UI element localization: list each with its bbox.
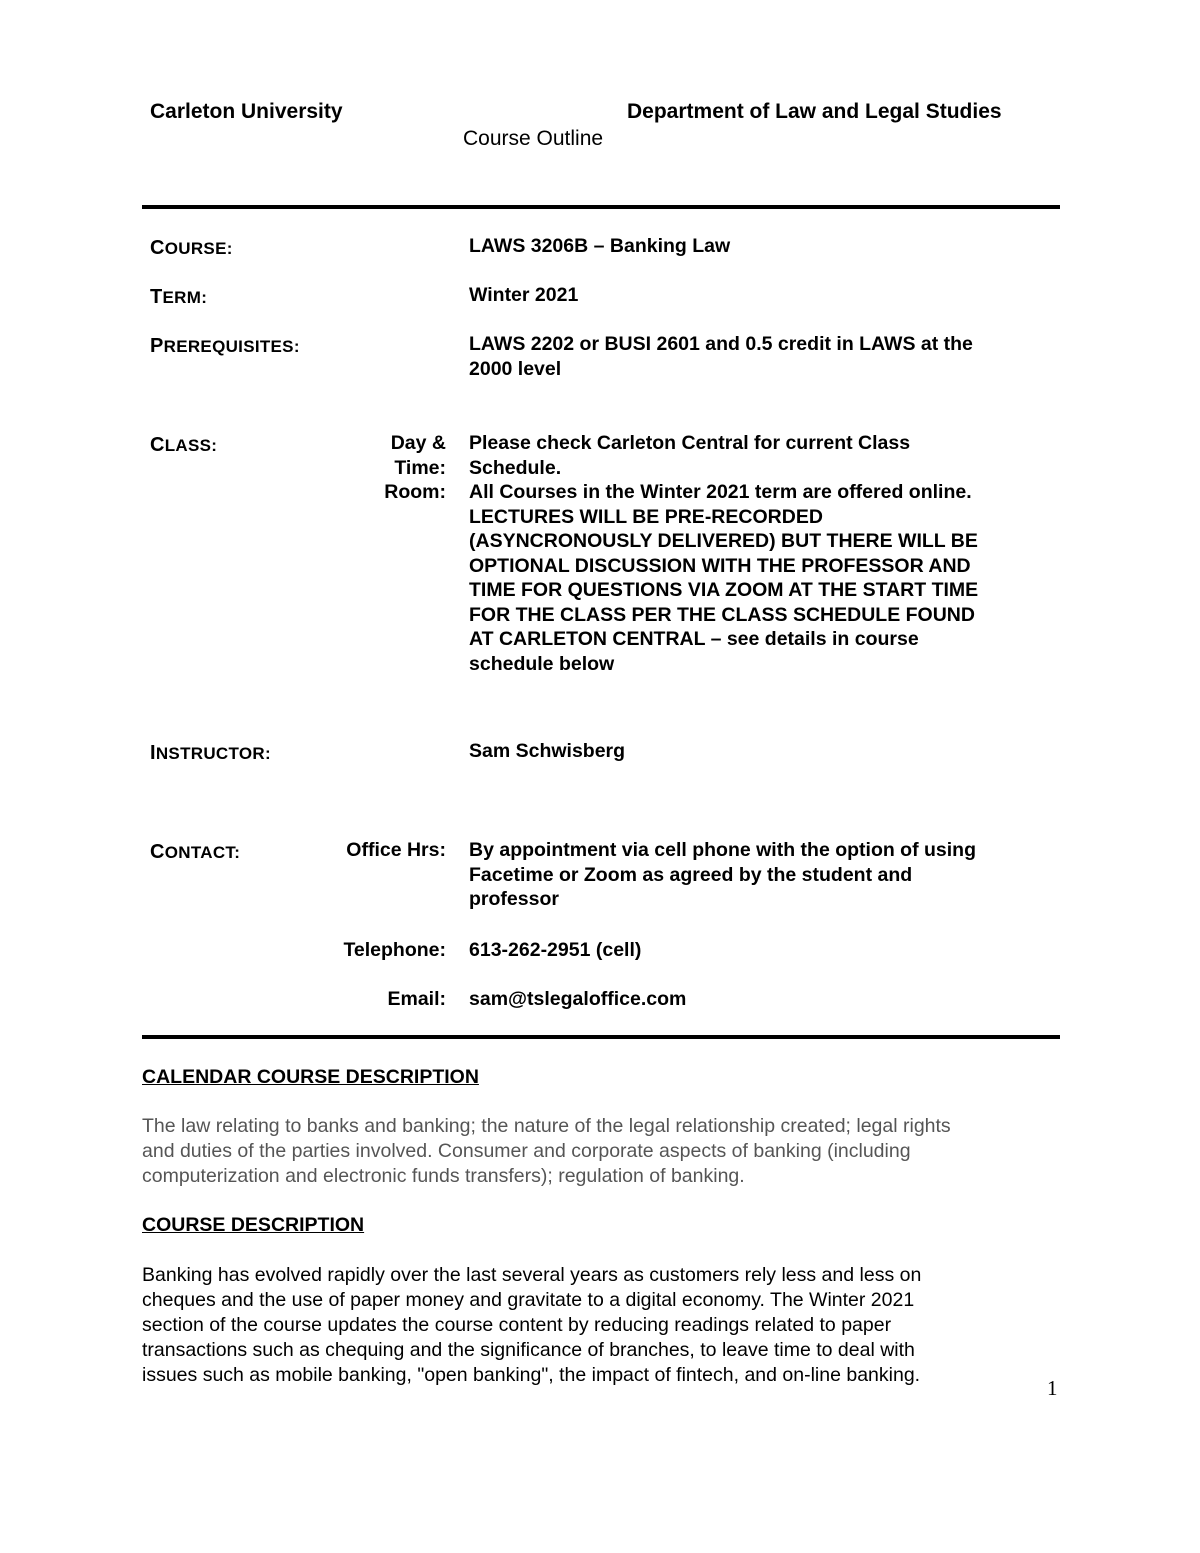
- telephone-label: Telephone:: [343, 939, 446, 961]
- calendar-description-text: The law relating to banks and banking; the nature of the legal relationship created; legal rights and duties of the parties involved. Consumer and corporate aspects of banking (including computerization and electronic funds transfers); regulation of banking.: [142, 1115, 951, 1187]
- course-description-text: Banking has evolved rapidly over the last several years as customers rely less and less on cheques and the use of paper money and gravitate to a digital economy. The Winter 2021 section of the course updates the course content by reducing readings related to paper transactions such as chequing and the significance of branches, to leave time to deal with issues such as mobile banking, "open banking", the impact of fintech, and on-line banking.: [142, 1264, 922, 1386]
- document-title: Course Outline: [463, 127, 604, 150]
- class-value: [469, 431, 978, 676]
- term-value: Winter 2021: [469, 284, 579, 306]
- email-label: Email:: [387, 988, 446, 1010]
- class-line: Please check Carleton Central for current Class: [469, 432, 911, 454]
- office-hours-value: By appointment via cell phone with the option of using Facetime or Zoom as agreed by the student and professor: [469, 839, 976, 910]
- bottom-rule: [142, 1035, 1060, 1039]
- class-line: schedule below: [469, 652, 615, 675]
- prerequisites-label: PREREQUISITES:: [150, 335, 300, 357]
- university-name: Carleton University: [150, 100, 343, 123]
- office-hours-label: Office Hrs:: [346, 839, 446, 861]
- term-label: TERM:: [150, 286, 208, 308]
- class-line: TIME FOR QUESTIONS VIA ZOOM AT THE START TIME: [469, 579, 979, 601]
- page-number: 1: [1047, 1376, 1058, 1400]
- class-label: CLASS:: [150, 434, 218, 456]
- instructor-value: Sam Schwisberg: [469, 740, 626, 762]
- instructor-label: INSTRUCTOR:: [150, 742, 271, 764]
- prerequisites-value: LAWS 2202 or BUSI 2601 and 0.5 credit in LAWS at the 2000 level: [469, 333, 973, 380]
- class-sublabels: Day & Time: Room:: [384, 432, 446, 503]
- course-description-title: COURSE DESCRIPTION: [142, 1214, 365, 1236]
- class-line: LECTURES WILL BE PRE-RECORDED: [469, 505, 823, 528]
- course-label: COURSE:: [150, 237, 233, 259]
- department-name: Department of Law and Legal Studies: [627, 100, 1002, 123]
- top-rule: [142, 205, 1060, 209]
- class-line: (ASYNCRONOUSLY DELIVERED) BUT THERE WILL BE: [469, 530, 978, 552]
- telephone-value: 613-262-2951 (cell): [469, 939, 642, 961]
- course-value: LAWS 3206B – Banking Law: [469, 235, 731, 257]
- calendar-description-title: CALENDAR COURSE DESCRIPTION: [142, 1066, 479, 1088]
- contact-label: CONTACT:: [150, 841, 241, 863]
- class-line: AT CARLETON CENTRAL – see details in course: [469, 628, 919, 650]
- class-line: All Courses in the Winter 2021 term are offered online.: [469, 481, 972, 503]
- class-line: Schedule.: [469, 456, 562, 479]
- class-line: OPTIONAL DISCUSSION WITH THE PROFESSOR AND: [469, 554, 971, 577]
- class-line: FOR THE CLASS PER THE CLASS SCHEDULE FOUND: [469, 603, 975, 626]
- email-value: sam@tslegaloffice.com: [469, 988, 687, 1010]
